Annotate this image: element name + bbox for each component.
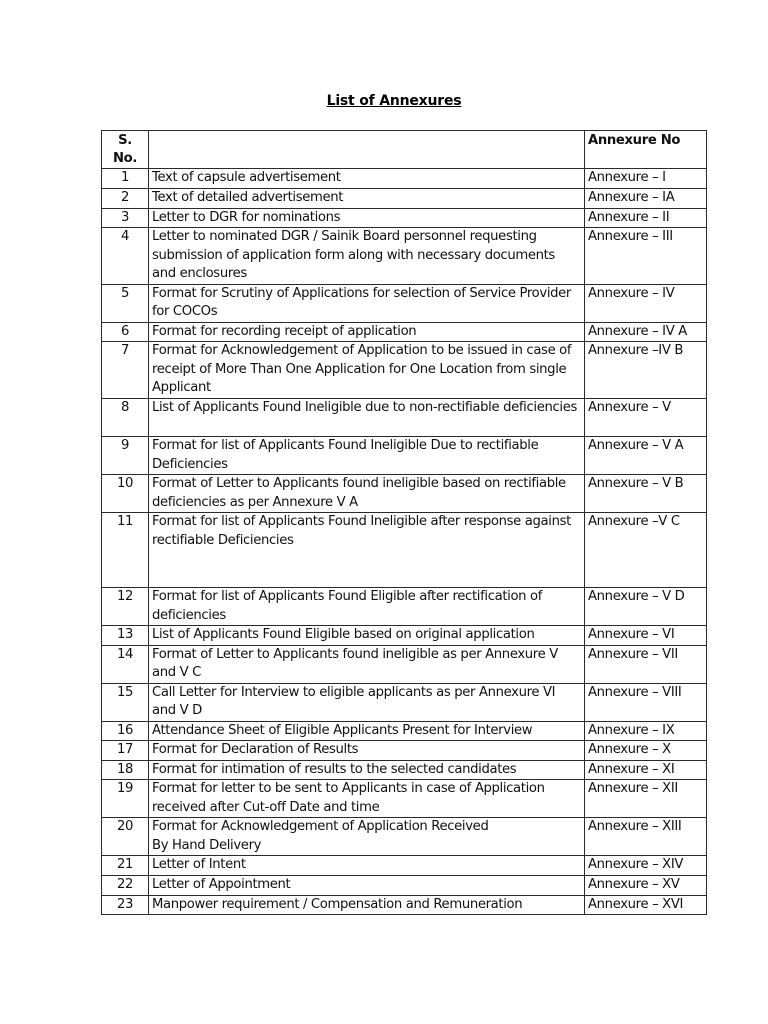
annexure-table-body: [102, 169, 707, 915]
row-sno: 21: [102, 856, 149, 876]
page-title: List of Annexures: [326, 93, 462, 109]
row-sno: 12: [102, 588, 149, 626]
table-row: [102, 645, 707, 683]
row-sno: 7: [102, 342, 149, 399]
table-header-row: [102, 131, 707, 169]
table-row: [102, 169, 707, 189]
row-sno: 5: [102, 284, 149, 322]
row-description: Format for Declaration of Results: [149, 741, 585, 761]
table-row: [102, 818, 707, 856]
row-annexure-no: Annexure – XIII: [585, 818, 707, 856]
row-annexure-no: Annexure – IA: [585, 188, 707, 208]
row-description: Letter to nominated DGR / Sainik Board personnel requesting submission of application form along with necessary documents and enclosures: [149, 228, 585, 285]
row-annexure-no: Annexure – XV: [585, 876, 707, 896]
row-sno: 23: [102, 895, 149, 915]
row-annexure-no: Annexure – VII: [585, 645, 707, 683]
row-annexure-no: Annexure –V C: [585, 513, 707, 588]
row-annexure-no: Annexure – XIV: [585, 856, 707, 876]
header-sno-line1: S.: [118, 133, 132, 148]
row-annexure-no: Annexure – IX: [585, 721, 707, 741]
row-description: Text of detailed advertisement: [149, 188, 585, 208]
row-annexure-no: Annexure – XII: [585, 780, 707, 818]
row-description: Format for Scrutiny of Applications for selection of Service Provider for COCOs: [149, 284, 585, 322]
row-sno: 20: [102, 818, 149, 856]
row-description: Letter of Appointment: [149, 876, 585, 896]
table-row: [102, 760, 707, 780]
header-description: [149, 131, 585, 169]
table-row: [102, 399, 707, 437]
row-sno: 8: [102, 399, 149, 437]
row-sno: 11: [102, 513, 149, 588]
row-sno: 22: [102, 876, 149, 896]
table-row: [102, 342, 707, 399]
header-sno-line2: No.: [112, 151, 138, 166]
table-row: [102, 437, 707, 475]
row-description: Format for recording receipt of application: [149, 322, 585, 342]
table-row: [102, 284, 707, 322]
row-sno: 13: [102, 626, 149, 646]
row-description: Manpower requirement / Compensation and Remuneration: [149, 895, 585, 915]
table-row: [102, 683, 707, 721]
row-sno: 6: [102, 322, 149, 342]
row-description: Format for letter to be sent to Applicants in case of Application received after Cut-off Date and time: [149, 780, 585, 818]
row-annexure-no: Annexure – III: [585, 228, 707, 285]
row-description: Format for list of Applicants Found Ineligible Due to rectifiable Deficiencies: [149, 437, 585, 475]
header-sno: [102, 131, 149, 169]
row-description: List of Applicants Found Ineligible due to non-rectifiable deficiencies: [149, 399, 585, 437]
table-row: [102, 188, 707, 208]
row-annexure-no: Annexure – VI: [585, 626, 707, 646]
table-row: [102, 475, 707, 513]
row-annexure-no: Annexure – I: [585, 169, 707, 189]
table-row: [102, 626, 707, 646]
row-description: Format for Acknowledgement of Application Received By Hand Delivery: [149, 818, 585, 856]
annexure-table: [101, 130, 707, 915]
table-row: [102, 322, 707, 342]
table-row: [102, 780, 707, 818]
row-description: Format for list of Applicants Found Eligible after rectification of deficiencies: [149, 588, 585, 626]
row-description: Format for intimation of results to the selected candidates: [149, 760, 585, 780]
table-row: [102, 513, 707, 588]
row-sno: 3: [102, 208, 149, 228]
row-sno: 17: [102, 741, 149, 761]
row-description: Format for list of Applicants Found Ineligible after response against rectifiable Deficiencies: [149, 513, 585, 588]
row-description: Call Letter for Interview to eligible applicants as per Annexure VI and V D: [149, 683, 585, 721]
table-row: [102, 208, 707, 228]
row-annexure-no: Annexure – V A: [585, 437, 707, 475]
row-description: Format of Letter to Applicants found ineligible based on rectifiable deficiencies as per Annexure V A: [149, 475, 585, 513]
row-annexure-no: Annexure – V B: [585, 475, 707, 513]
row-sno: 19: [102, 780, 149, 818]
header-annexure-no: Annexure No: [585, 131, 707, 169]
table-row: [102, 741, 707, 761]
row-annexure-no: Annexure – X: [585, 741, 707, 761]
row-description: Format of Letter to Applicants found ineligible as per Annexure V and V C: [149, 645, 585, 683]
table-row: [102, 721, 707, 741]
row-sno: 1: [102, 169, 149, 189]
row-annexure-no: Annexure – V D: [585, 588, 707, 626]
row-description: List of Applicants Found Eligible based on original application: [149, 626, 585, 646]
row-sno: 18: [102, 760, 149, 780]
table-row: [102, 588, 707, 626]
table-row: [102, 876, 707, 896]
row-description: Attendance Sheet of Eligible Applicants Present for Interview: [149, 721, 585, 741]
row-description: Text of capsule advertisement: [149, 169, 585, 189]
row-annexure-no: Annexure – VIII: [585, 683, 707, 721]
row-description: Format for Acknowledgement of Application to be issued in case of receipt of More Than One Application for One Location from single Applicant: [149, 342, 585, 399]
row-sno: 15: [102, 683, 149, 721]
table-row: [102, 856, 707, 876]
row-sno: 4: [102, 228, 149, 285]
row-annexure-no: Annexure – IV A: [585, 322, 707, 342]
row-description: Letter of Intent: [149, 856, 585, 876]
row-annexure-no: Annexure – V: [585, 399, 707, 437]
row-annexure-no: Annexure – XI: [585, 760, 707, 780]
table-row: [102, 228, 707, 285]
row-sno: 9: [102, 437, 149, 475]
row-description: Letter to DGR for nominations: [149, 208, 585, 228]
row-annexure-no: Annexure – IV: [585, 284, 707, 322]
row-sno: 16: [102, 721, 149, 741]
table-row: [102, 895, 707, 915]
row-annexure-no: Annexure –IV B: [585, 342, 707, 399]
row-sno: 14: [102, 645, 149, 683]
row-sno: 10: [102, 475, 149, 513]
row-annexure-no: Annexure – XVI: [585, 895, 707, 915]
row-annexure-no: Annexure – II: [585, 208, 707, 228]
row-sno: 2: [102, 188, 149, 208]
